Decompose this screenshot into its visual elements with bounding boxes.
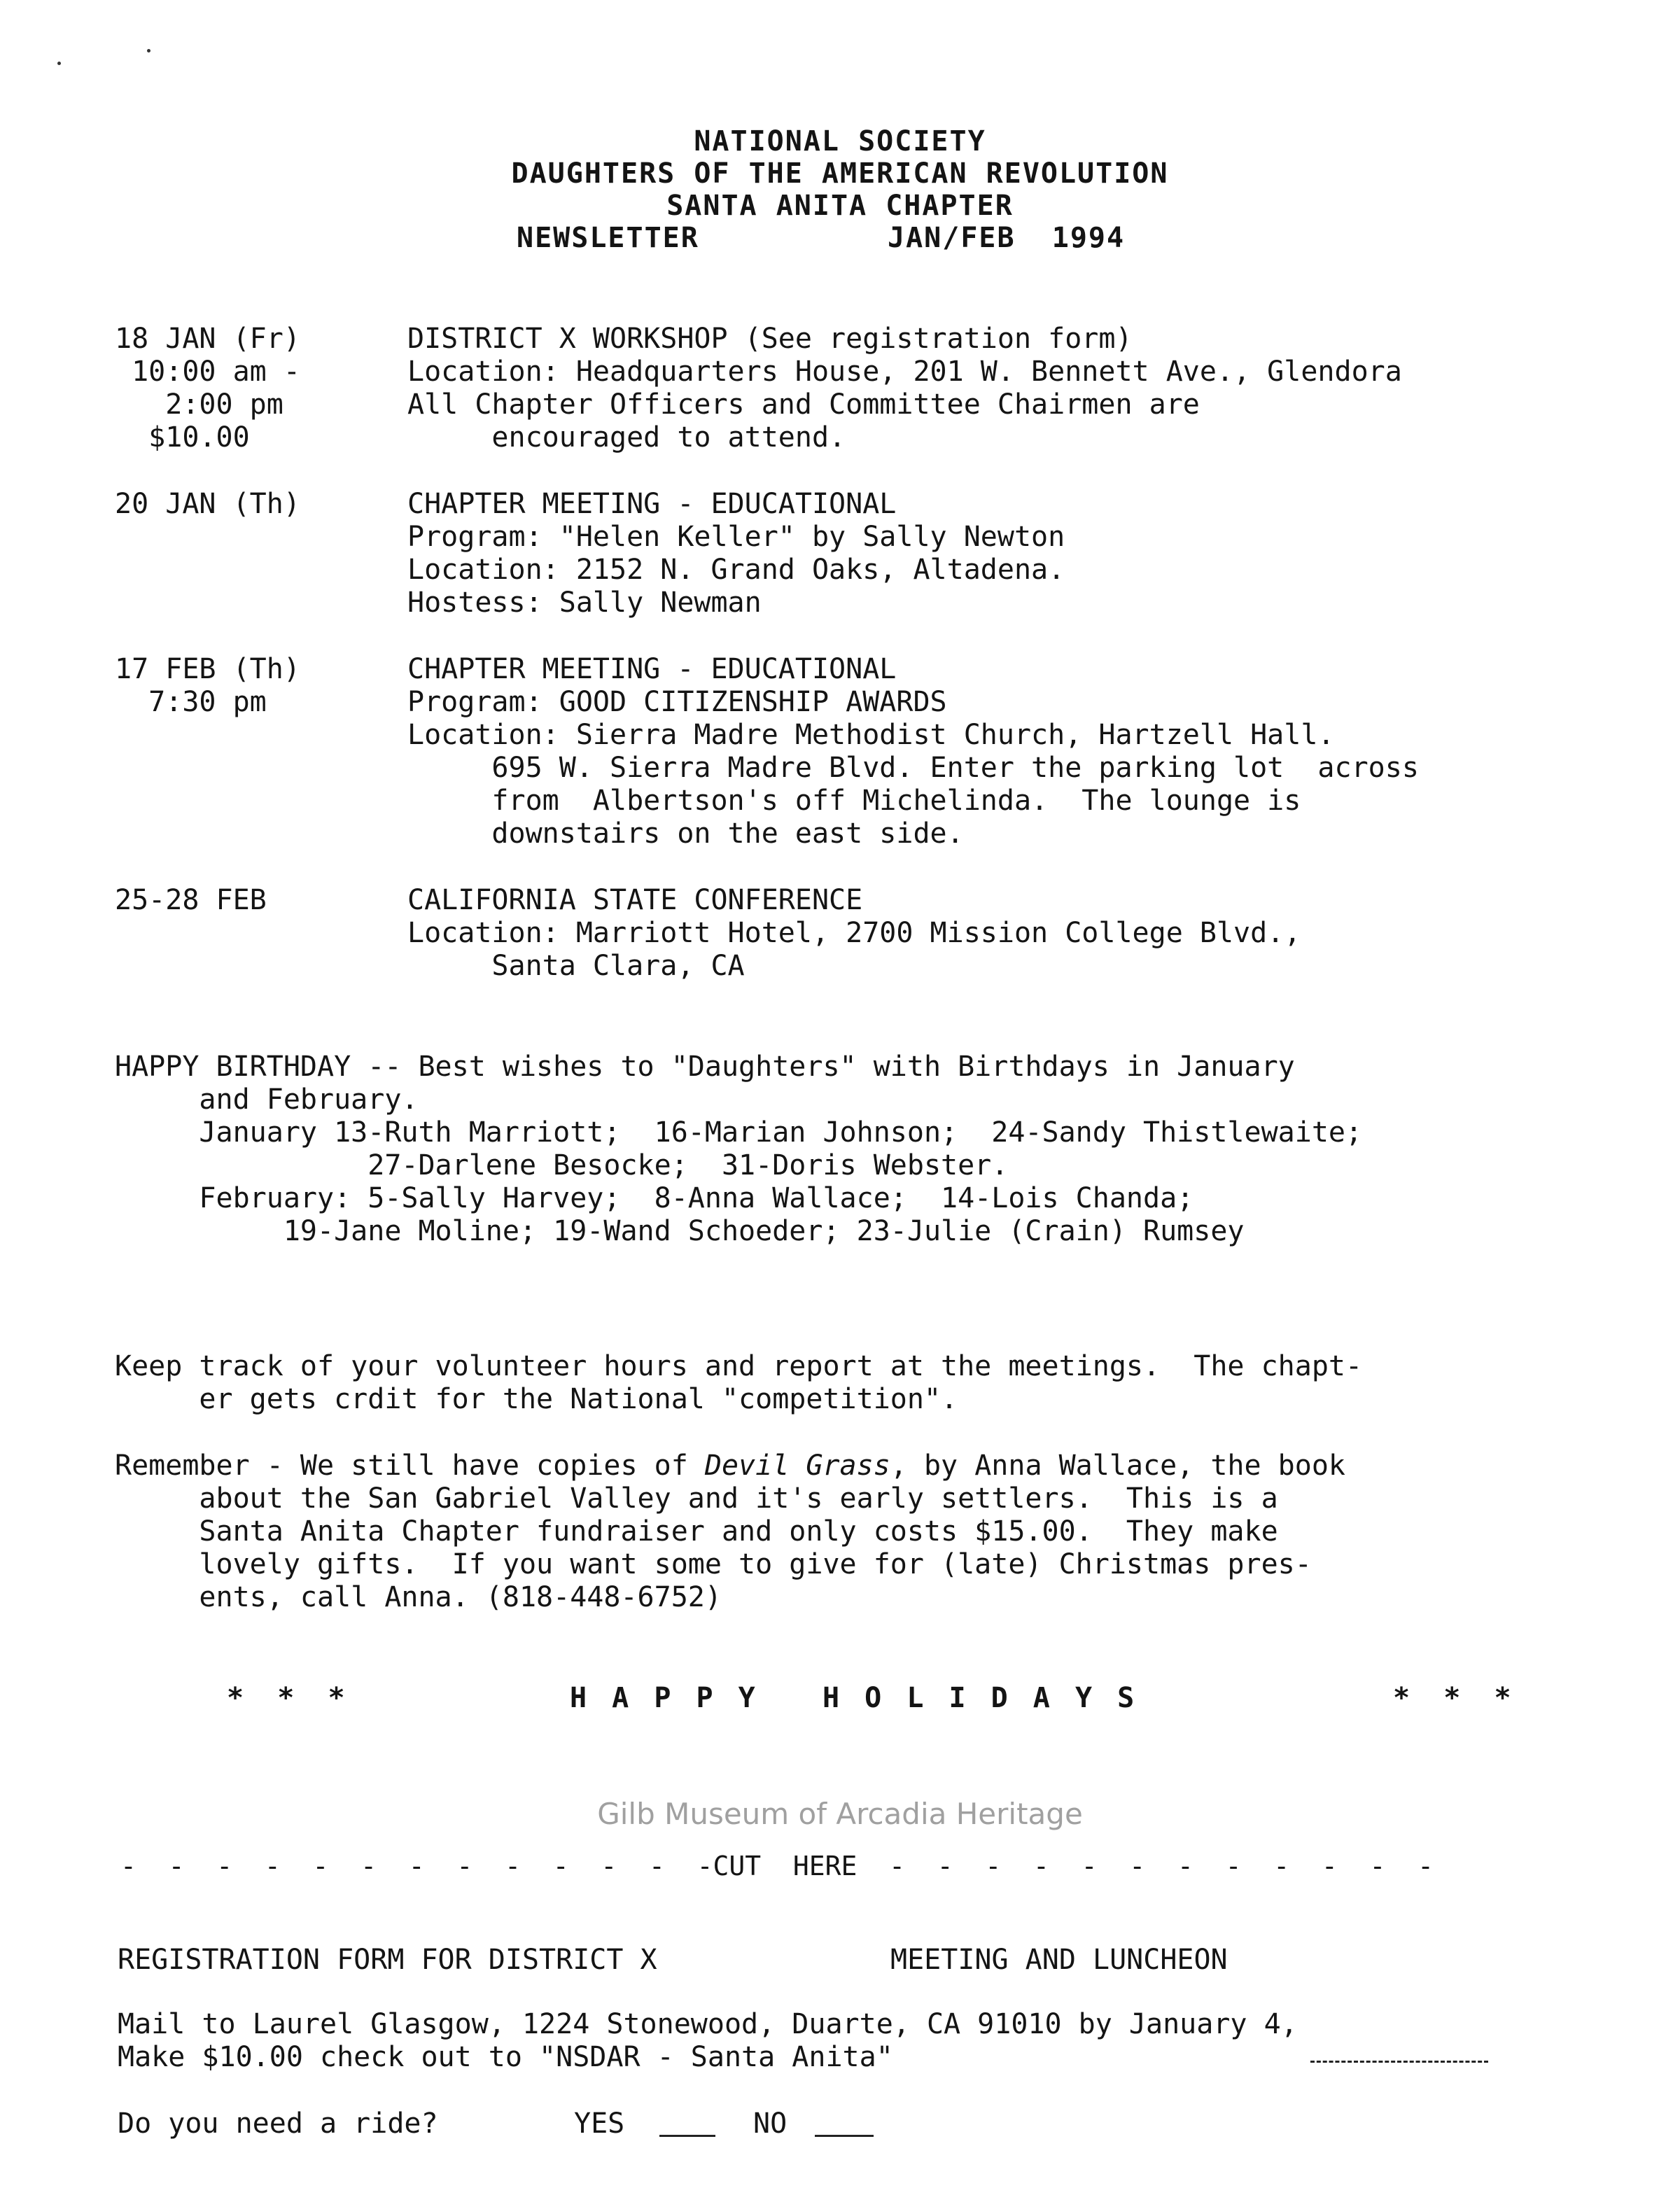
ride-no-label: NO: [753, 2108, 788, 2140]
event-body-line: downstairs on the east side.: [407, 818, 964, 850]
event-body-line: from Albertson's off Michelinda. The lounge is: [407, 785, 1301, 817]
scan-speck: [147, 49, 150, 52]
event-body-line: 695 W. Sierra Madre Blvd. Enter the parking lot across: [407, 752, 1419, 784]
event-body-line: Program: GOOD CITIZENSHIP AWARDS: [407, 686, 947, 718]
birthday-line: January 13-Ruth Marriott; 16-Marian Johnson; 24-Sandy Thistlewaite;: [115, 1116, 1363, 1149]
volunteer-line: Keep track of your volunteer hours and report at the meetings. The chapt-: [115, 1350, 1363, 1382]
event-title: DISTRICT X WORKSHOP (See registration form): [407, 323, 1133, 355]
event-date-line: 2:00 pm: [115, 388, 284, 421]
ride-yes-label: YES: [574, 2108, 625, 2140]
event-body-line: encouraged to attend.: [407, 421, 846, 454]
volunteer-line: er gets crdit for the National "competition".: [115, 1383, 958, 1415]
remember-intro-rest: , by Anna Wallace, the book: [890, 1450, 1345, 1482]
header-line-1: NATIONAL SOCIETY: [694, 125, 986, 157]
event-body-line: Location: Headquarters House, 201 W. Bennett Ave., Glendora: [407, 356, 1402, 388]
registration-title: REGISTRATION FORM FOR DISTRICT X: [118, 1944, 657, 1976]
event-date-line: $10.00: [115, 421, 250, 454]
event-date-line: 20 JAN (Th): [115, 488, 300, 520]
ride-yes-blank[interactable]: [659, 2135, 715, 2137]
remember-line: lovely gifts. If you want some to give for (late) Christmas pres-: [115, 1548, 1312, 1580]
event-body-line: Location: Sierra Madre Methodist Church, Hartzell Hall.: [407, 719, 1335, 751]
event-title: CHAPTER MEETING - EDUCATIONAL: [407, 488, 897, 520]
header-issue-date: JAN/FEB 1994: [888, 222, 1126, 254]
ride-no-blank[interactable]: [815, 2135, 874, 2137]
remember-intro: Remember - We still have copies of: [115, 1450, 705, 1482]
event-body-line: Location: Marriott Hotel, 2700 Mission College Blvd.,: [407, 917, 1301, 949]
event-body-line: Location: 2152 N. Grand Oaks, Altadena.: [407, 554, 1065, 586]
holiday-stars-right: * * *: [1393, 1682, 1511, 1714]
cut-here-line: - - - - - - - - - - - - -CUT HERE - - - - - - - - - - - -: [120, 1851, 1434, 1881]
event-date-line: 18 JAN (Fr): [115, 323, 300, 355]
event-body-line: Hostess: Sally Newman: [407, 587, 762, 619]
remember-line: Santa Anita Chapter fundraiser and only costs $15.00. They make: [115, 1515, 1278, 1548]
holiday-greeting: H A P P Y H O L I D A Y S: [570, 1682, 1139, 1714]
holiday-stars-left: * * *: [227, 1682, 345, 1714]
amount-blank-line[interactable]: [1310, 2061, 1488, 2063]
check-instructions: Make $10.00 check out to "NSDAR - Santa Anita": [118, 2041, 893, 2073]
event-date-line: 25-28 FEB: [115, 884, 267, 916]
book-title: Devil Grass: [704, 1450, 890, 1482]
event-body-line: Santa Clara, CA: [407, 950, 745, 982]
header-newsletter-label: NEWSLETTER: [517, 222, 699, 254]
event-date-line: 10:00 am -: [115, 356, 300, 388]
remember-line: about the San Gabriel Valley and it's early settlers. This is a: [115, 1482, 1278, 1515]
event-date-line: 7:30 pm: [115, 686, 267, 718]
event-body-line: All Chapter Officers and Committee Chairmen are: [407, 388, 1200, 421]
event-title: CHAPTER MEETING - EDUCATIONAL: [407, 653, 897, 685]
registration-subtitle: MEETING AND LUNCHEON: [890, 1944, 1228, 1976]
birthday-line: and February.: [115, 1084, 419, 1116]
event-date-line: 17 FEB (Th): [115, 653, 300, 685]
mail-instructions: Mail to Laurel Glasgow, 1224 Stonewood, Duarte, CA 91010 by January 4,: [118, 2008, 1298, 2040]
remember-line: ents, call Anna. (818-448-6752): [115, 1581, 722, 1613]
ride-question: Do you need a ride?: [118, 2108, 438, 2140]
remember-line: [115, 1449, 1345, 1482]
header-line-3: SANTA ANITA CHAPTER: [666, 190, 1014, 222]
birthday-line: 27-Darlene Besocke; 31-Doris Webster.: [115, 1149, 1009, 1181]
birthday-line: February: 5-Sally Harvey; 8-Anna Wallace; 14-Lois Chanda;: [115, 1182, 1194, 1214]
birthday-line: HAPPY BIRTHDAY -- Best wishes to "Daughters" with Birthdays in January: [115, 1051, 1295, 1083]
scan-speck: [57, 62, 61, 65]
event-body-line: Program: "Helen Keller" by Sally Newton: [407, 521, 1065, 553]
event-title: CALIFORNIA STATE CONFERENCE: [407, 884, 863, 916]
header-line-2: DAUGHTERS OF THE AMERICAN REVOLUTION: [511, 157, 1169, 190]
museum-watermark: Gilb Museum of Arcadia Heritage: [597, 1797, 1083, 1831]
birthday-line: 19-Jane Moline; 19-Wand Schoeder; 23-Julie (Crain) Rumsey: [115, 1215, 1245, 1247]
